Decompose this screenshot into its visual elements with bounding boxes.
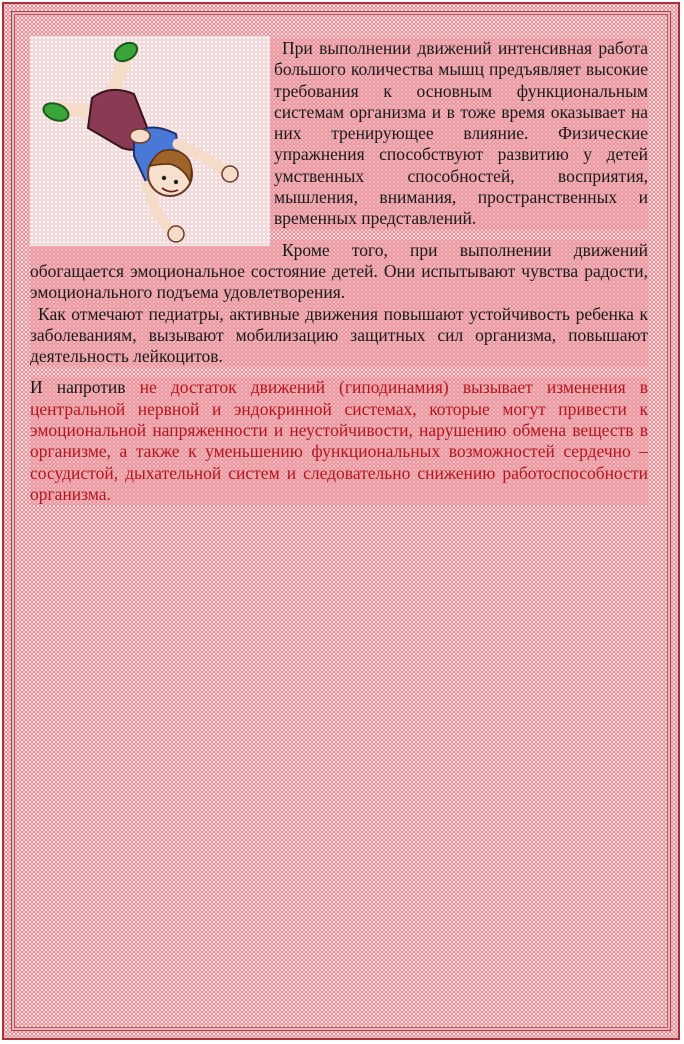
hypodynamia-block xyxy=(30,377,648,505)
intro-block xyxy=(30,38,648,230)
illustration xyxy=(30,36,270,246)
paragraph-emotion: Кроме того, при выполнении движений обогащается эмоциональное состояние детей. Они испытывают чувства радости, эмоционального подъема удовлетворения. xyxy=(30,239,648,303)
emotion-block xyxy=(30,240,648,368)
tumbling-child-icon xyxy=(30,36,270,246)
page xyxy=(2,2,680,1040)
paragraph-pediatricians: Как отмечают педиатры, активные движения повышают устойчивость ребенка к заболеваниям, вызывают мобилизацию защитных сил организма, повышают деятельность лейкоцитов. xyxy=(30,303,648,367)
warning-text: не достаток движений (гиподинамия) вызывает изменения в центральной нервной и эндокринной системах, которые могут привести к эмоциональной напряженности и неустойчивости, нарушению обмена веществ в организме, а также к уменьшению функциональных возможностей сердечно – сосудистой, дыхательной систем и следовательно снижению работоспособности организма. xyxy=(30,377,648,504)
paragraph-hypodynamia xyxy=(30,377,648,505)
paragraph-lead: И напротив xyxy=(30,377,140,398)
text-content xyxy=(30,38,648,505)
paragraph-intro: При выполнении движений интенсивная работа большого количества мышц предъявляет высокие требования к основным функциональным системам организма и в тоже время оказывает на них тренирующее влияние. Физические упражнения способствуют развитию у детей умственных способностей, восприятия, мышления, внимания, пространственных и временных представлений. xyxy=(274,38,648,229)
spacer xyxy=(30,367,648,377)
